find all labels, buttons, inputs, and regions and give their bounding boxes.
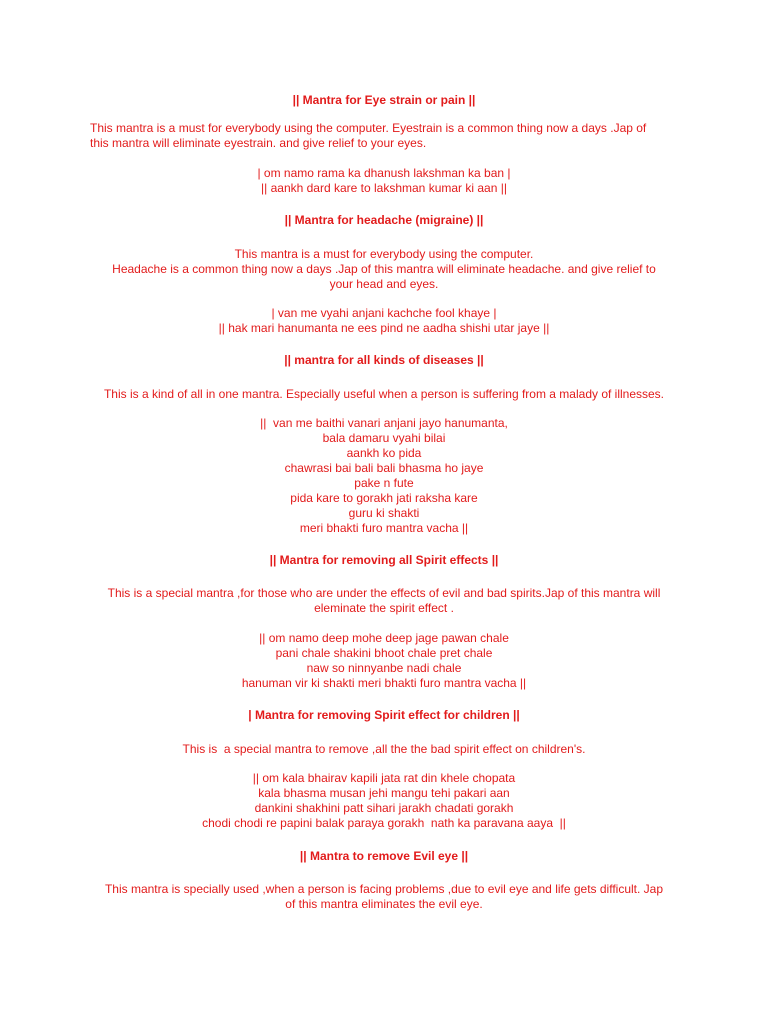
section-evil-eye	[0, 849, 768, 864]
section-description	[0, 742, 768, 757]
verse-line: | van me vyahi anjani kachche fool khaye |	[271, 306, 497, 320]
verse-line: naw so ninnyanbe nadi chale	[306, 661, 462, 675]
verse-line: aankh ko pida	[346, 446, 422, 460]
section-heading: || Mantra for removing all Spirit effects ||	[269, 553, 499, 567]
section-heading: | Mantra for removing Spirit effect for children ||	[248, 708, 520, 722]
verse-line: hanuman vir ki shakti meri bhakti furo mantra vacha ||	[241, 676, 527, 690]
section-heading: || Mantra for Eye strain or pain ||	[292, 93, 476, 107]
description-line: This is a kind of all in one mantra. Especially useful when a person is suffering from a malady of illnesses.	[103, 387, 665, 401]
verse-line: meri bhakti furo mantra vacha ||	[299, 521, 469, 535]
verse-line: chawrasi bai bali bali bhasma ho jaye	[284, 461, 484, 475]
verse-line: || van me baithi vanari anjani jayo hanumanta,	[260, 416, 508, 430]
description-line: of this mantra eliminates the evil eye.	[285, 897, 483, 911]
section-diseases	[0, 353, 768, 368]
description-line: This mantra is a must for everybody using the computer. Eyestrain is a common thing now a days .Jap of	[90, 121, 647, 135]
verse-line: pake n fute	[354, 476, 414, 490]
verse-line: | om namo rama ka dhanush lakshman ka ban |	[257, 166, 511, 180]
verse-line: guru ki shakti	[348, 506, 420, 520]
section-heading: || Mantra for headache (migraine) ||	[284, 213, 484, 227]
description-line: This is a special mantra ,for those who are under the effects of evil and bad spirits.Jap of this mantra will	[107, 586, 661, 600]
description-line: this mantra will eliminate eyestrain. and give relief to your eyes.	[90, 136, 427, 150]
section-children-spirit	[0, 708, 768, 723]
verse-line: || om kala bhairav kapili jata rat din khele chopata	[252, 771, 516, 785]
verse-line: kala bhasma musan jehi mangu tehi pakari aan	[258, 786, 510, 800]
mantra-verse	[0, 166, 768, 196]
verse-line: || hak mari hanumanta ne ees pind ne aadha shishi utar jaye ||	[218, 321, 550, 335]
section-description	[0, 882, 768, 912]
verse-line: pida kare to gorakh jati raksha kare	[290, 491, 478, 505]
section-spirit-effects	[0, 553, 768, 568]
section-description	[0, 586, 768, 616]
verse-line: dankini shakhini patt sihari jarakh chadati gorakh	[254, 801, 514, 815]
section-description	[0, 121, 768, 151]
section-heading: || mantra for all kinds of diseases ||	[284, 353, 484, 367]
verse-line: pani chale shakini bhoot chale pret chale	[275, 646, 493, 660]
section-heading: || Mantra to remove Evil eye ||	[299, 849, 469, 863]
verse-line: bala damaru vyahi bilai	[322, 431, 446, 445]
verse-line: chodi chodi re papini balak paraya gorakh nath ka paravana aaya ||	[202, 816, 566, 830]
description-line: This is a special mantra to remove ,all the the bad spirit effect on children's.	[182, 742, 586, 756]
verse-line: || om namo deep mohe deep jage pawan chale	[259, 631, 509, 645]
description-line: This mantra is a must for everybody using the computer.	[234, 247, 534, 261]
mantra-verse	[0, 771, 768, 831]
section-description	[0, 247, 768, 292]
mantra-verse	[0, 416, 768, 536]
section-headache	[0, 213, 768, 228]
mantra-verse	[0, 631, 768, 691]
mantra-verse	[0, 306, 768, 336]
verse-line: || aankh dard kare to lakshman kumar ki aan ||	[261, 181, 507, 195]
section-description	[0, 387, 768, 402]
description-line: your head and eyes.	[329, 277, 439, 291]
description-line: This mantra is specially used ,when a person is facing problems ,due to evil eye and life gets difficult. Jap	[104, 882, 664, 896]
section-eye-strain	[0, 93, 768, 108]
description-line: eleminate the spirit effect .	[314, 601, 454, 615]
description-line: Headache is a common thing now a days .Jap of this mantra will eliminate headache. and give relief to	[112, 262, 656, 276]
